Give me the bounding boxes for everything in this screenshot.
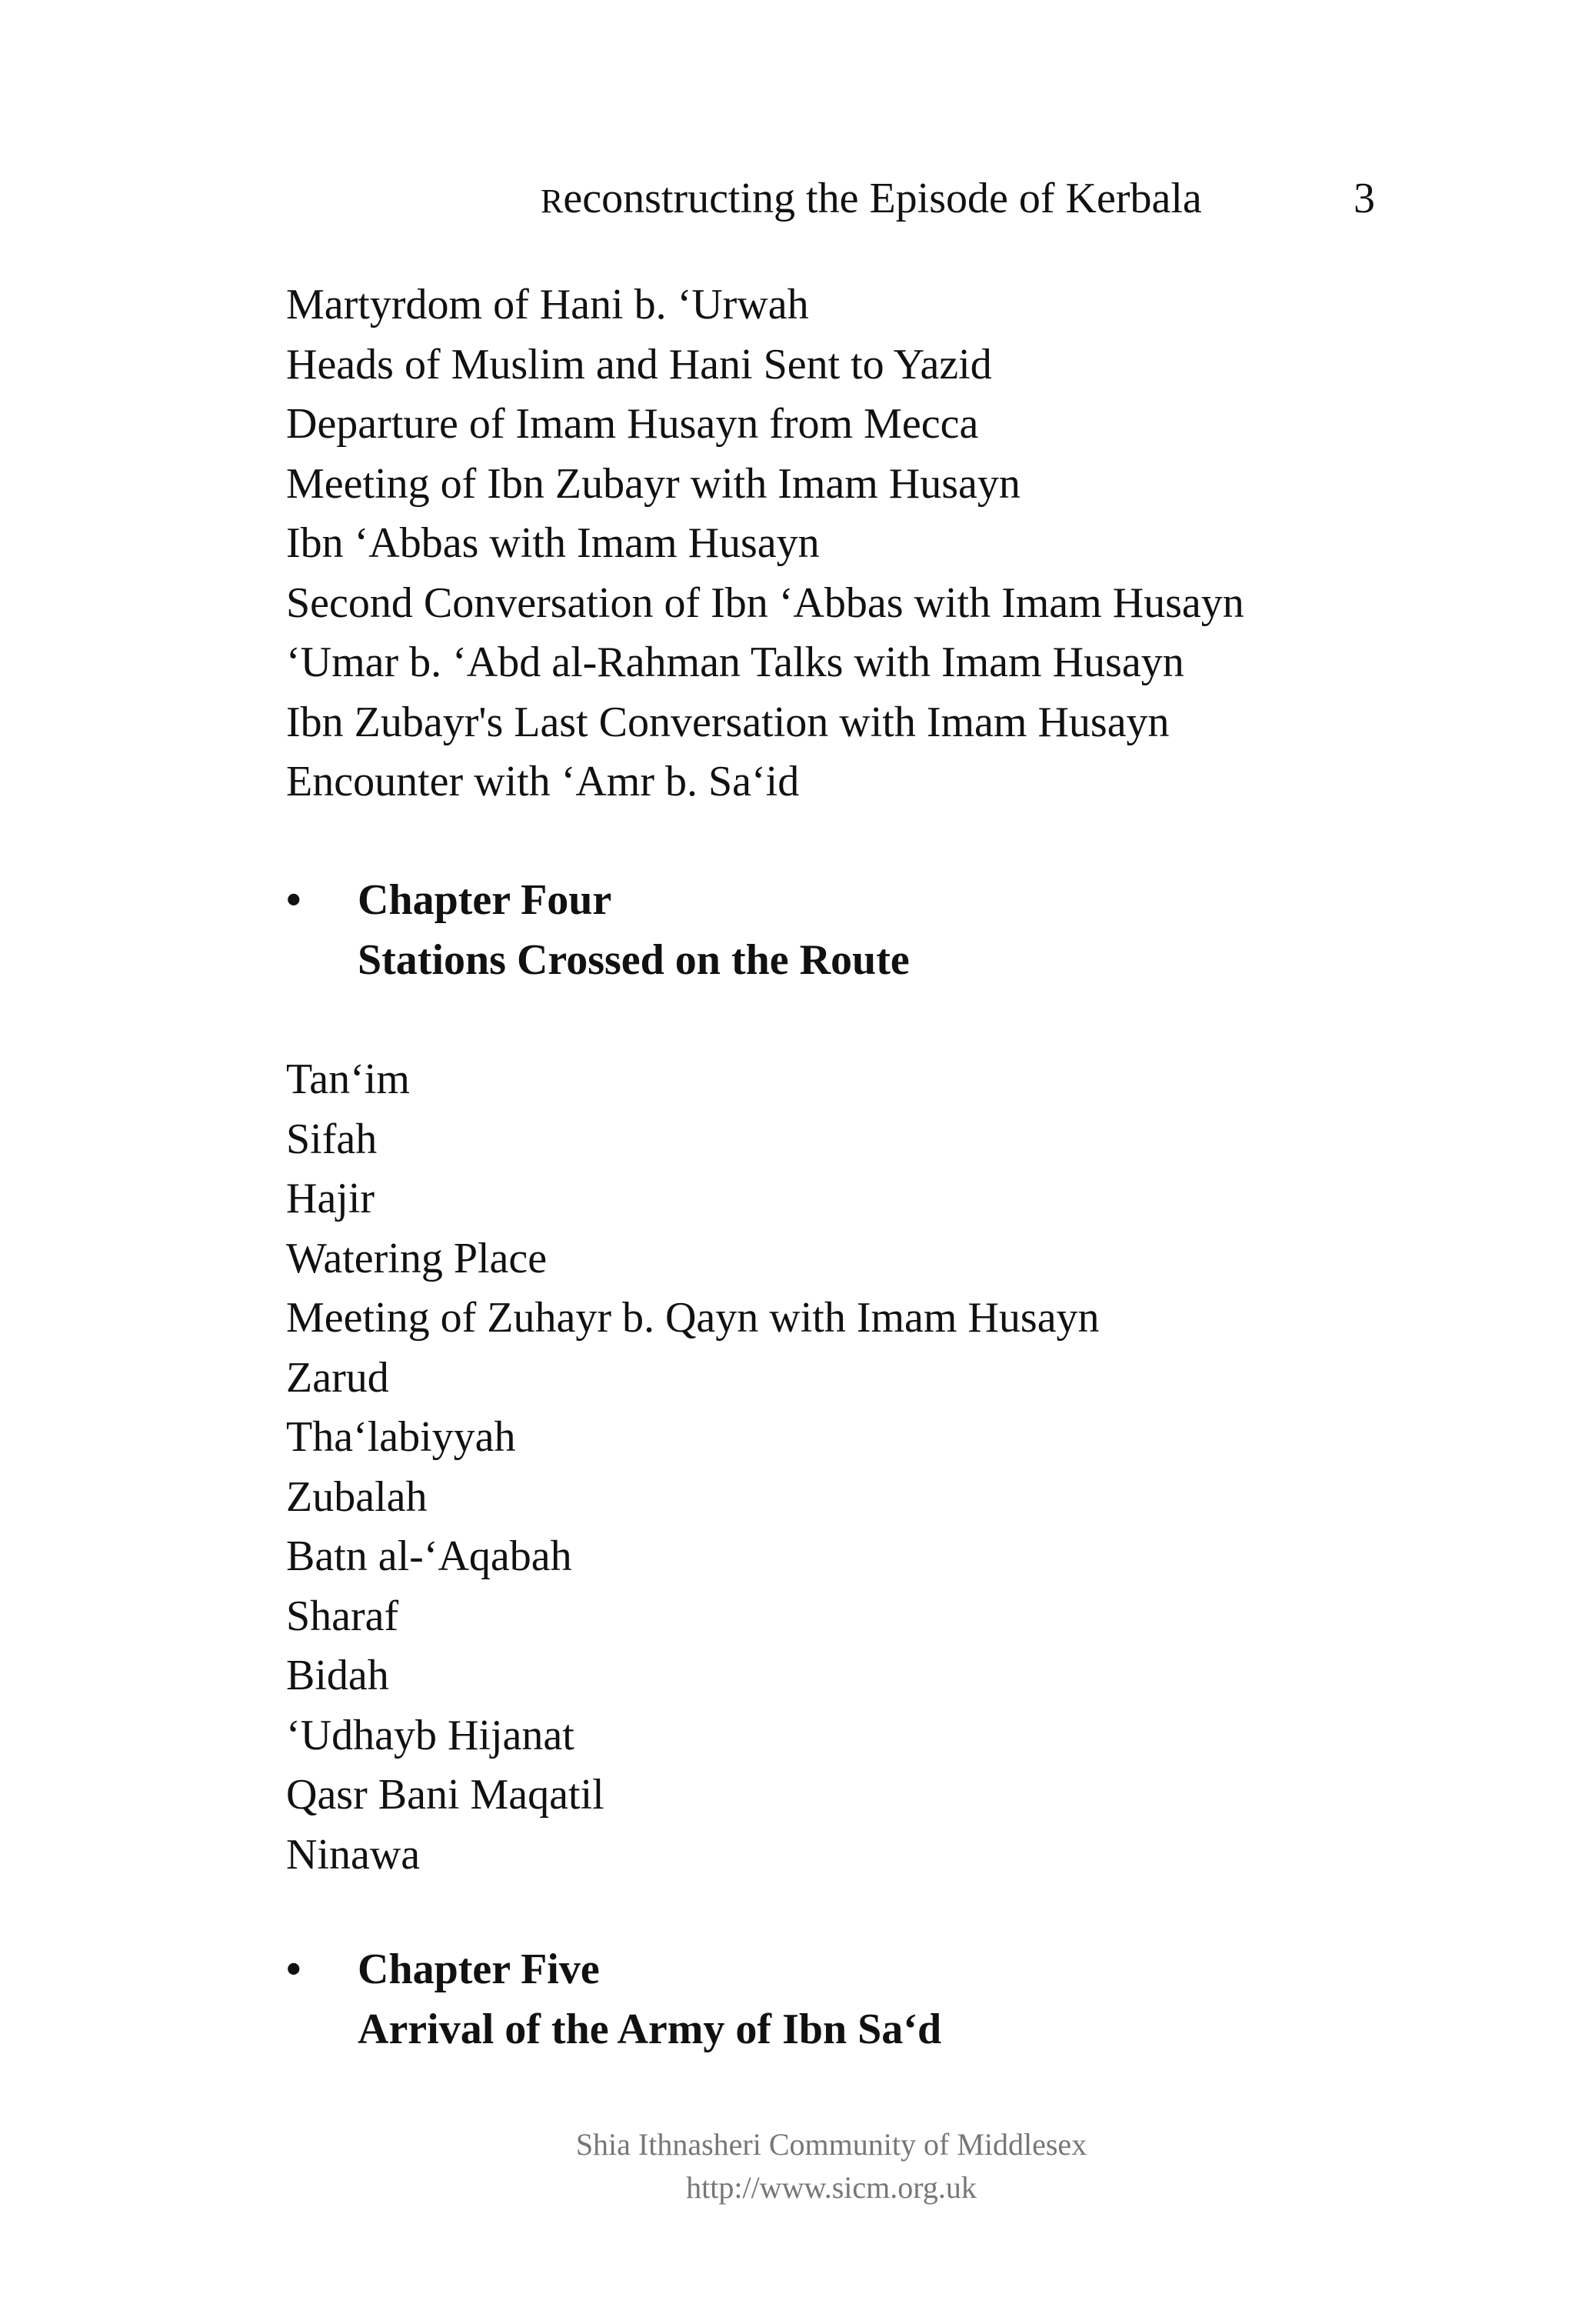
toc-entry: Ibn ‘Abbas with Imam Husayn xyxy=(286,519,820,567)
page-header xyxy=(0,168,1575,229)
toc-entry: Second Conversation of Ibn ‘Abbas with Imam Husayn xyxy=(286,578,1244,627)
toc-entry: Tan‘im xyxy=(286,1055,410,1103)
toc-entry: Martyrdom of Hani b. ‘Urwah xyxy=(286,281,809,328)
toc-entry: Batn al-‘Aqabah xyxy=(286,1532,572,1580)
toc-entry: Tha‘labiyyah xyxy=(286,1413,516,1461)
toc-entry: Meeting of Ibn Zubayr with Imam Husayn xyxy=(286,459,1021,508)
chapter-subtitle: Stations Crossed on the Route xyxy=(358,935,910,984)
toc-entry: Departure of Imam Husayn from Mecca xyxy=(286,400,979,448)
toc-entry: ‘Umar b. ‘Abd al-Rahman Talks with Imam Husayn xyxy=(286,639,1184,686)
toc-entry: Bidah xyxy=(286,1652,389,1699)
chapter-title: Chapter Five xyxy=(358,1946,600,1993)
footer-url: http://www.sicm.org.uk xyxy=(686,2170,977,2205)
toc-entry: Sifah xyxy=(286,1115,378,1163)
toc-section-list xyxy=(286,1050,1100,1885)
toc-entry: Encounter with ‘Amr b. Sa‘id xyxy=(286,758,800,805)
toc-entry: Meeting of Zuhayr b. Qayn with Imam Husayn xyxy=(286,1294,1100,1342)
toc-entry: Ibn Zubayr's Last Conversation with Imam Husayn xyxy=(286,698,1170,746)
running-title xyxy=(541,168,1202,232)
footer-organization: Shia Ithnasheri Community of Middlesex xyxy=(575,2127,1087,2162)
toc-entry: Watering Place xyxy=(286,1234,548,1282)
toc-entry: Sharaf xyxy=(286,1592,399,1640)
toc-entry: Hajir xyxy=(286,1175,375,1222)
running-title-text: econstructing the Episode of Kerbala xyxy=(563,175,1202,222)
page-number: 3 xyxy=(1354,175,1375,222)
bullet-icon: • xyxy=(286,876,301,924)
chapter-subtitle: Arrival of the Army of Ibn Sa‘d xyxy=(358,2005,942,2053)
page-footer xyxy=(0,2123,1575,2209)
toc-entry: ‘Udhayb Hijanat xyxy=(286,1711,574,1759)
toc-entry: Zarud xyxy=(286,1353,389,1402)
running-title-initial: R xyxy=(541,182,564,220)
toc-entry: Heads of Muslim and Hani Sent to Yazid xyxy=(286,340,992,388)
chapter-title: Chapter Four xyxy=(358,876,612,924)
bullet-icon: • xyxy=(286,1946,301,1993)
toc-entry: Qasr Bani Maqatil xyxy=(286,1771,604,1819)
toc-entry: Ninawa xyxy=(286,1830,421,1879)
toc-entry: Zubalah xyxy=(286,1472,428,1521)
toc-section-list xyxy=(286,275,1244,812)
